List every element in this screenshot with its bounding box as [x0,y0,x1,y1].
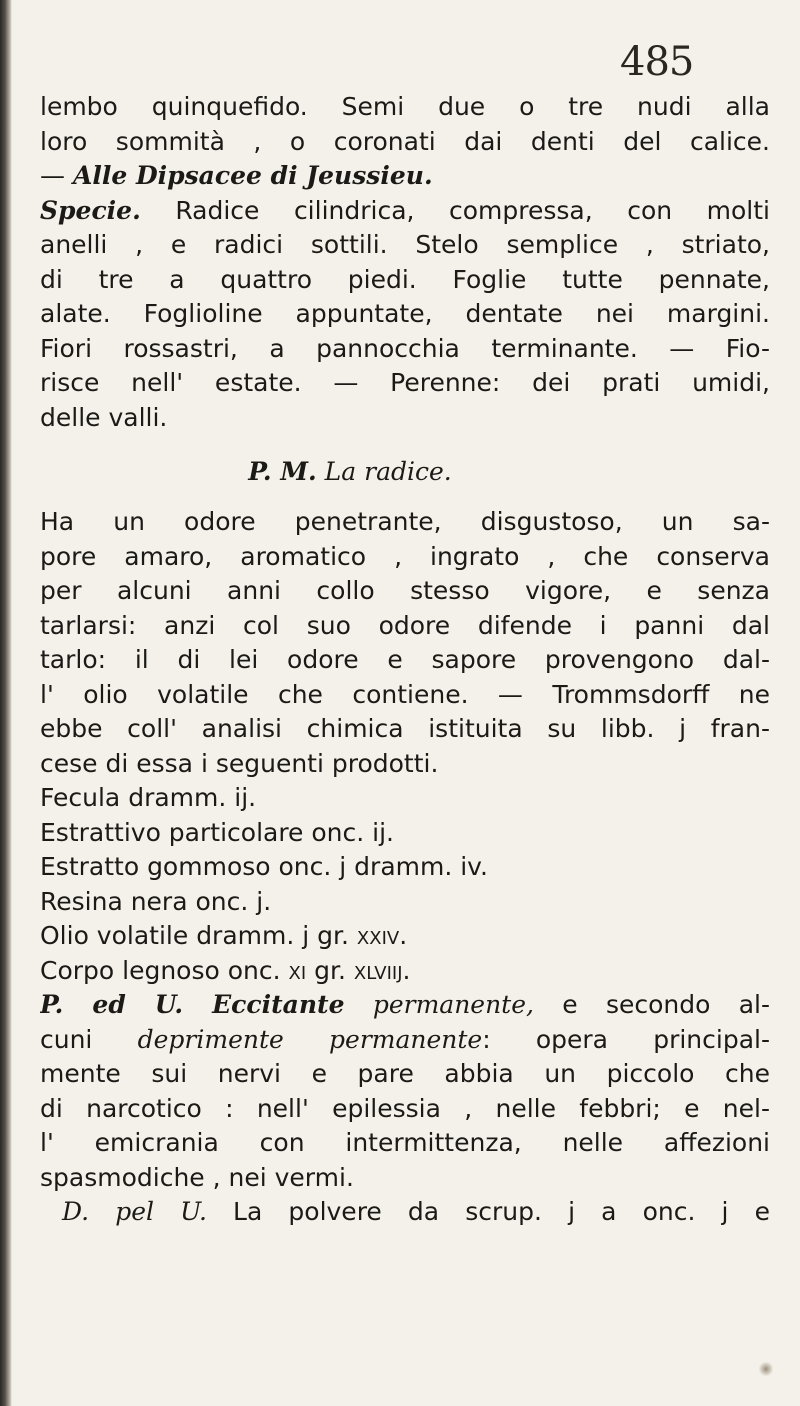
text-run: mente sui nervi e pare abbia un piccolo che [40,1059,770,1088]
text-run: D. [62,1197,90,1226]
text-run: Estrattivo particolare onc. ij. [40,817,395,847]
text-run: Resina nera onc. j. [40,886,272,916]
text-line [40,712,770,747]
text-run: cuni [40,1024,138,1054]
text-run: di narcotico : nell' epilessia , nelle febbri; e nel- [40,1093,770,1123]
text-run: cese di essa i seguenti prodotti. [40,748,439,778]
text-line [40,885,770,920]
text-line [40,643,770,678]
text-run: permanente, [372,990,534,1019]
page-number: 485 [620,39,694,85]
text-run: l' olio volatile che contiene. — Trommsdorff ne [40,679,770,709]
text-run: delle valli. [40,402,168,432]
text-run: pore amaro, aromatico , ingrato , che conserva [40,541,770,571]
text-line [40,850,770,885]
text-run: l' emicrania con intermittenza, nelle affezioni [40,1128,770,1157]
text-line [40,125,770,160]
text-line [40,781,770,816]
text-run: di tre a quattro piedi. Foglie tutte pennate, [40,264,770,294]
text-run: per alcuni anni collo stesso vigore, e senza [40,576,770,605]
text-run: xi [288,955,307,985]
text-run: anelli , e radici sottili. Stelo semplice , striato, [40,230,770,259]
text-line [40,919,770,954]
text-line [40,263,770,298]
text-run: loro sommità , o coronati dai denti del calice. [40,126,770,156]
text-line [40,332,770,367]
text-run: gr. [306,955,354,985]
text-line [40,609,770,644]
text-line [40,1161,770,1196]
text-line [40,1092,770,1127]
text-run: spasmodiche , nei vermi. [40,1162,354,1192]
text-line [40,159,770,194]
text-run: La polvere da scrup. j a onc. j e [206,1197,770,1226]
text-line [40,540,770,575]
text-run: pel U. [115,1197,207,1226]
text-line [40,505,770,540]
page-spine-shadow [0,0,12,1406]
text-run: deprimente permanente [137,1024,483,1054]
paper-stain [758,1362,774,1376]
text-run [345,990,373,1019]
text-run: ebbe coll' analisi chimica istituita su libb. j fran- [40,714,770,743]
text-line [40,816,770,851]
text-line [40,988,770,1023]
text-line [40,194,770,229]
text-run: Estratto gommoso onc. j dramm. iv. [40,852,488,881]
text-run: xlviij. [353,955,411,985]
body-text [40,90,770,1230]
text-line [40,1057,770,1092]
text-run: Radice cilindrica, compressa, con molti [140,195,770,225]
text-run: P. M. [248,457,317,486]
text-run [89,1197,115,1226]
text-line [40,228,770,263]
text-run: alate. Foglioline appuntate, dentate nei margini. [40,299,770,328]
section-heading [40,441,770,503]
text-line [40,1195,770,1230]
text-run: tarlo: il di lei odore e sapore provengono dal- [40,645,770,674]
text-run: Alle Dipsacee di Jeussieu. [72,161,433,190]
text-line [40,747,770,782]
text-run: e secondo al- [533,990,770,1019]
text-run: Corpo legnoso onc. [40,955,289,985]
text-line [40,401,770,436]
text-run: Specie. [40,195,141,225]
properties-paragraph [40,505,770,1230]
text-run: risce nell' estate. — Perenne: dei prati umidi, [40,368,770,397]
text-run: Ha un odore penetrante, disgustoso, un sa- [40,507,770,536]
text-line [40,90,770,125]
text-line [40,1023,770,1058]
text-line [40,297,770,332]
text-run: xxiv. [356,921,408,950]
text-line [40,954,770,989]
text-run: P. ed U. Eccitante [40,990,345,1019]
text-line [40,1126,770,1161]
text-line [40,366,770,401]
text-run: La radice. [316,457,452,486]
text-line [40,574,770,609]
text-run: lembo quinquefido. Semi due o tre nudi alla [40,92,770,121]
text-run: : opera principal- [482,1024,770,1054]
text-run: Fecula dramm. ij. [40,783,257,812]
text-run: Olio volatile dramm. j gr. [40,921,357,950]
text-run: Fiori rossastri, a pannocchia terminante. — Fio- [40,333,770,363]
text-line [40,678,770,713]
text-run: — [40,161,73,190]
text-run: tarlarsi: anzi col suo odore difende i panni dal [40,610,770,640]
description-paragraph [40,90,770,435]
